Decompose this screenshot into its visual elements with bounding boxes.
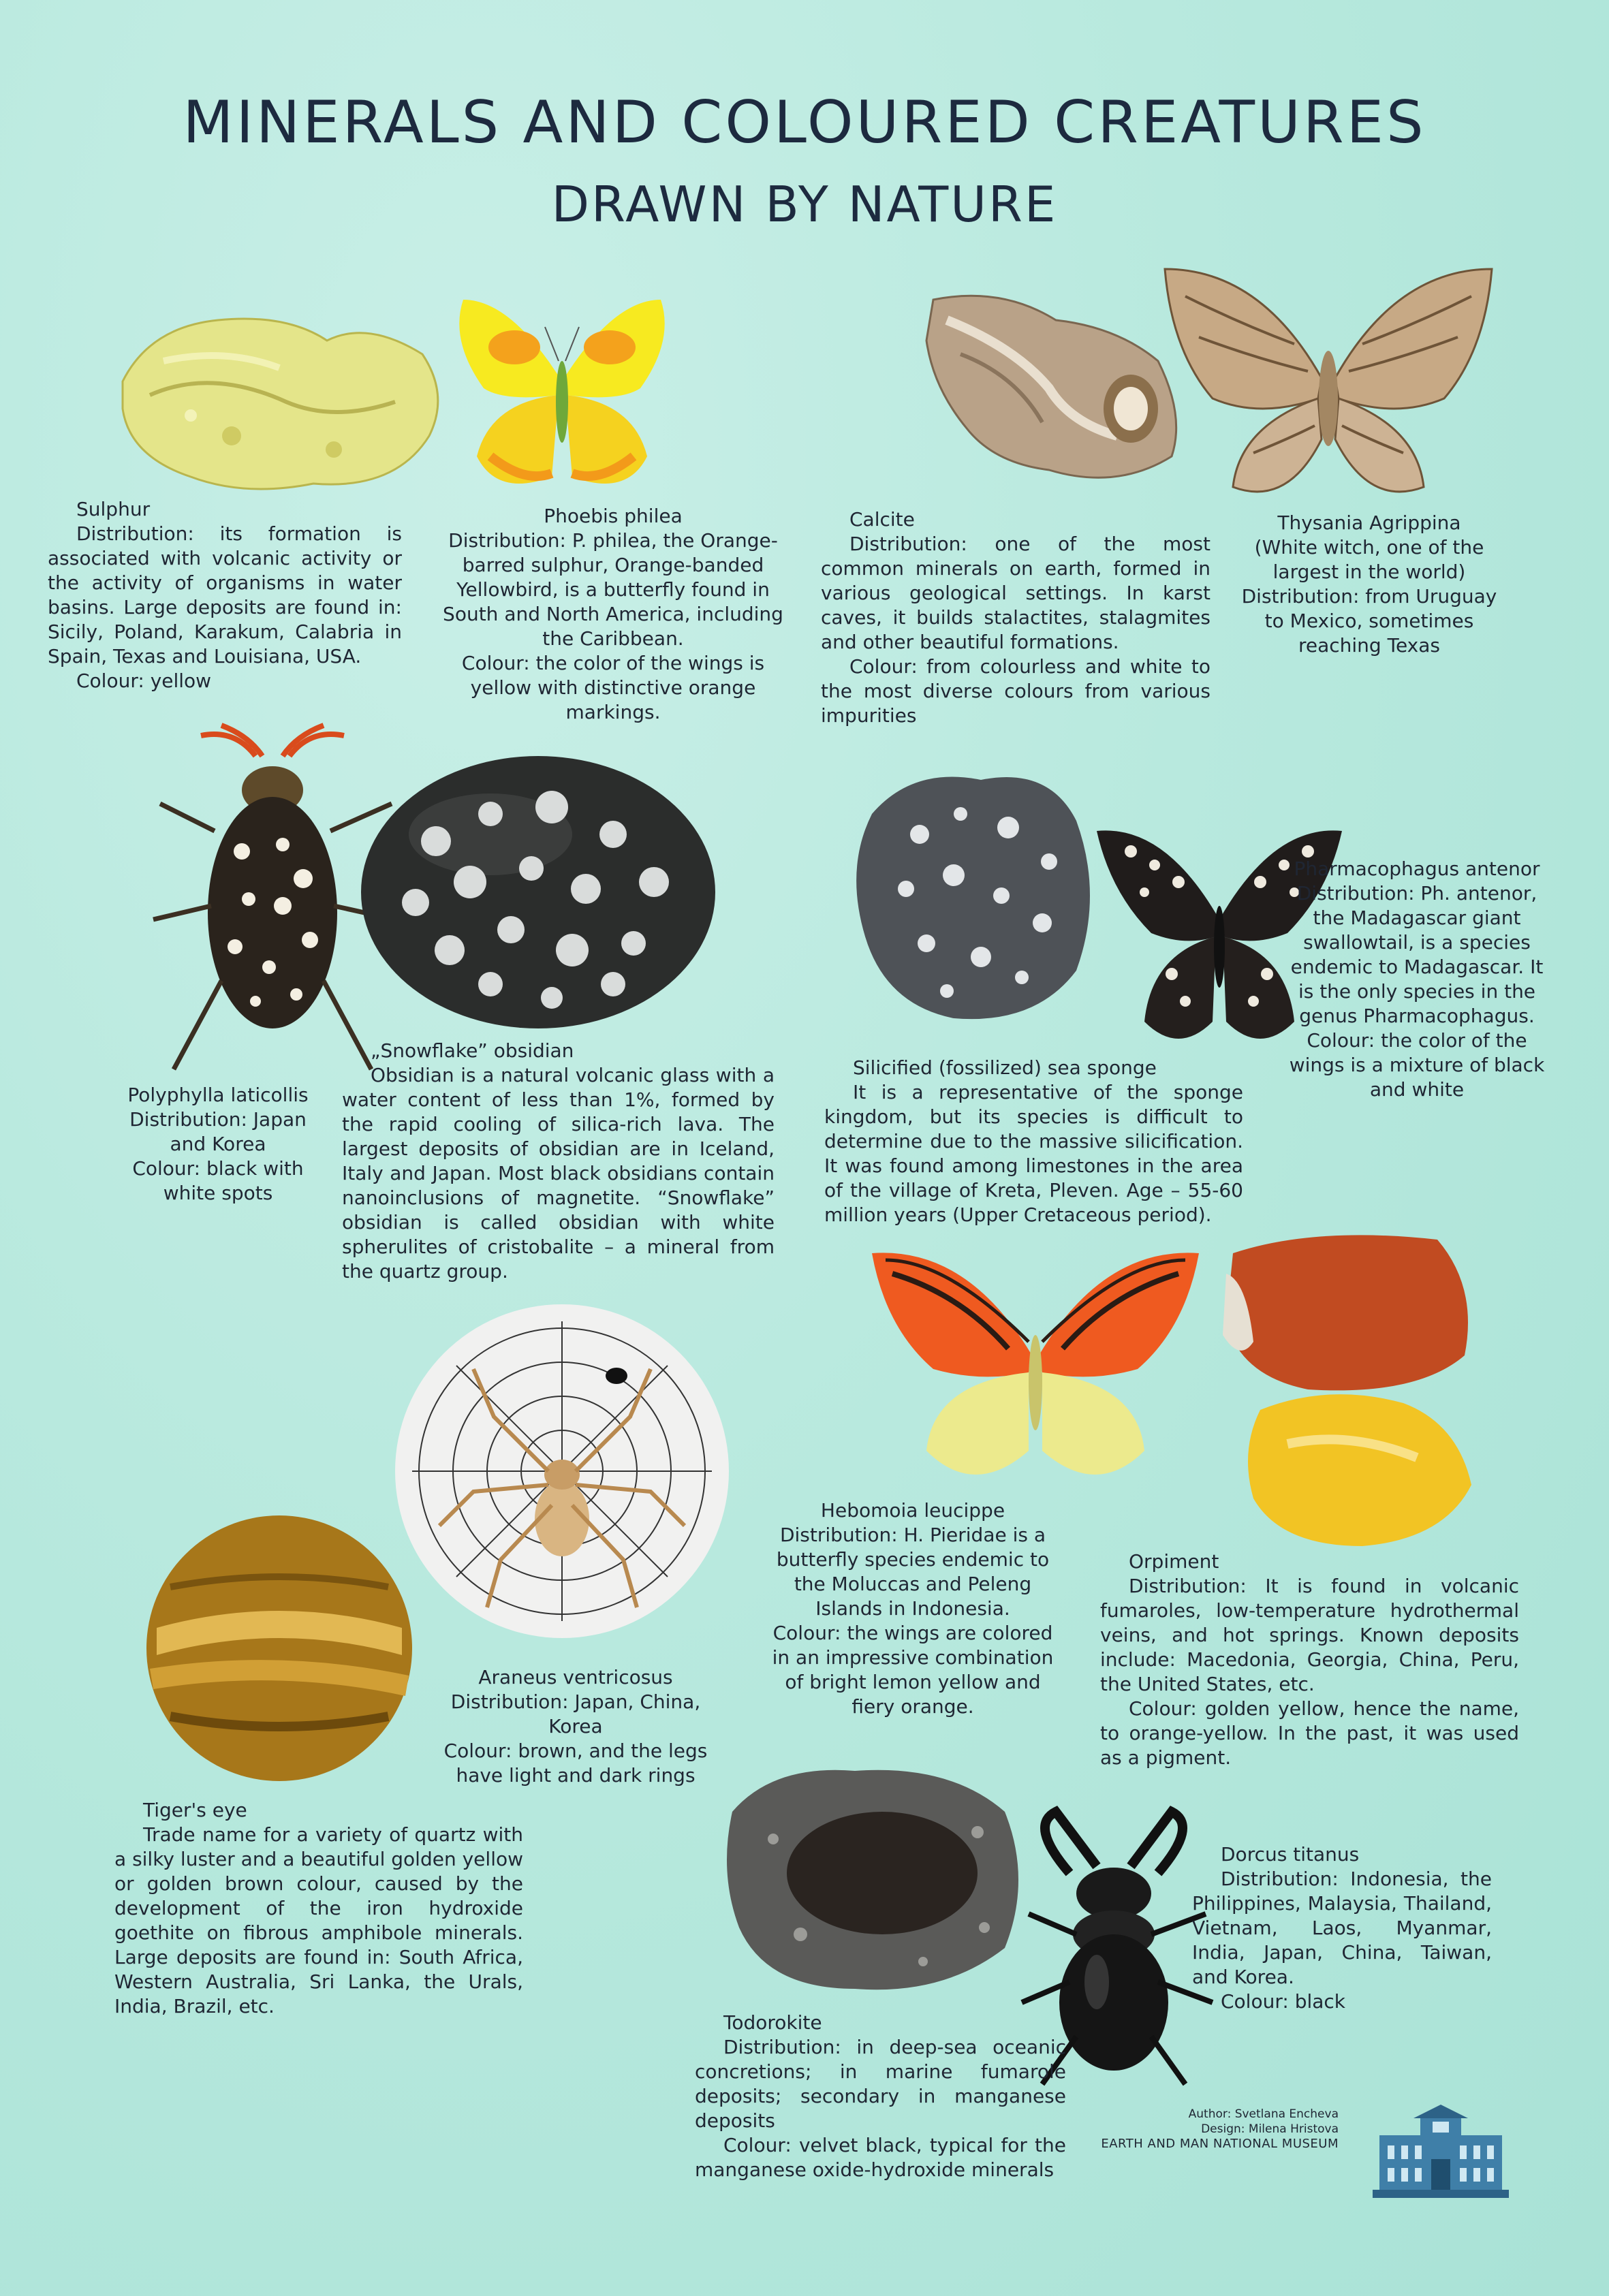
araneus-ventricosus-image <box>392 1301 732 1641</box>
specimen-note: (White witch, one of the largest in the world) <box>1254 536 1484 583</box>
polyphylla-caption <box>116 1083 320 1206</box>
specimen-name: Calcite <box>849 508 915 531</box>
dorcus-caption <box>1192 1842 1492 2014</box>
hebomoia-caption <box>770 1498 1056 1719</box>
page-title: MINERALS AND COLOURED CREATURES <box>183 89 1426 157</box>
orpiment-caption <box>1100 1550 1519 1770</box>
pharmacophagus-caption <box>1287 857 1546 1102</box>
orpiment-image <box>1213 1226 1485 1553</box>
snowflake-obsidian-image <box>354 746 722 1039</box>
page-subtitle: DRAWN BY NATURE <box>551 176 1058 233</box>
specimen-colour: Colour: the color of the wings is yellow with distinctive orange markings. <box>461 652 765 723</box>
author-credit: Author: Svetlana Encheva <box>1188 2107 1339 2121</box>
sulphur-image <box>109 300 450 504</box>
specimen-name: „Snowflake” obsidian <box>371 1039 574 1062</box>
specimen-name: Polyphylla laticollis <box>127 1084 309 1106</box>
specimen-name: Silicified (fossilized) sea sponge <box>853 1056 1157 1079</box>
specimen-name: Orpiment <box>1129 1550 1219 1573</box>
sulphur-caption <box>48 497 402 693</box>
specimen-description: Obsidian is a natural volcanic glass with a water content of less than 1%, formed by the rapid cooling of silica-rich lava. The largest deposits of obsidian are in Iceland, Italy and Japan. Most black obsidians contain nanoinclusions of magnetite. “Snowflake” obsidian is called obsidian with white spherulites of cristobalite – a mineral from the quartz group. <box>342 1064 775 1283</box>
specimen-name: Tiger's eye <box>143 1799 247 1821</box>
specimen-name: Sulphur <box>76 498 151 520</box>
tigers-eye-caption <box>114 1798 523 2019</box>
specimen-distribution: Distribution: H. Pieridae is a butterfly species endemic to the Moluccas and Peleng Islands in Indonesia. <box>776 1524 1050 1620</box>
specimen-distribution: Distribution: in deep-sea oceanic concretions; in marine fumarole deposits; secondary in manganese deposits <box>695 2036 1066 2132</box>
specimen-distribution: Distribution: Indonesia, the Philippines, Malaysia, Thailand, Vietnam, Laos, Myanmar, India, Japan, China, Taiwan, and Korea. <box>1192 1868 1492 1988</box>
specimen-colour: Colour: the color of the wings is a mixture of black and white <box>1289 1029 1545 1101</box>
specimen-name: Araneus ventricosus <box>478 1666 673 1688</box>
museum-name: EARTH AND MAN NATIONAL MUSEUM <box>1101 2137 1339 2151</box>
specimen-colour: Colour: the wings are colored in an impressive combination of bright lemon yellow and fiery orange. <box>772 1622 1054 1718</box>
specimen-colour: Colour: velvet black, typical for the manganese oxide-hydroxide minerals <box>695 2134 1066 2181</box>
credits <box>1073 2107 1339 2152</box>
design-credit: Design: Milena Hristova <box>1201 2122 1339 2136</box>
obsidian-caption <box>342 1039 775 1284</box>
thysania-agrippina-image <box>1158 262 1499 507</box>
specimen-distribution: Distribution: its formation is associated with volcanic activity or the activity of organisms in water basins. Large deposits are found in: Sicily, Poland, Karakum, Calabria in Spain, Texas and Louisiana, USA. <box>48 522 402 667</box>
specimen-colour: Colour: yellow <box>76 670 212 692</box>
specimen-name: Hebomoia leucippe <box>820 1499 1005 1522</box>
specimen-distribution: Distribution: It is found in volcanic fumaroles, low-temperature hydrothermal veins, and hot springs. Known deposits include: Macedonia, Georgia, China, Peru, the United States, etc. <box>1100 1575 1519 1695</box>
specimen-distribution: Distribution: one of the most common minerals on earth, formed in various geological settings. In karst caves, it builds stalactites, stalagmites and other beautiful formations. <box>821 533 1210 653</box>
araneus-caption <box>436 1665 715 1788</box>
specimen-colour: Colour: brown, and the legs have light and dark rings <box>443 1740 708 1787</box>
museum-logo-icon <box>1373 2101 1509 2203</box>
specimen-description: Trade name for a variety of quartz with a silky luster and a beautiful golden yellow or golden brown colour, caused by the development of the iron hydroxide goethite on fibrous amphibole minerals. Large deposits are found in: South Africa, Western Australia, Sri Lanka, the Urals, India, Brazil, etc. <box>114 1823 523 2017</box>
specimen-distribution: Distribution: from Uruguay to Mexico, sometimes reaching Texas <box>1241 585 1497 657</box>
todorokite-image <box>719 1757 1032 2002</box>
specimen-colour: Colour: golden yellow, hence the name, to orange-yellow. In the past, it was used as a pigment. <box>1100 1697 1519 1769</box>
specimen-colour: Colour: from colourless and white to the most diverse colours from various impurities <box>821 655 1210 727</box>
specimen-distribution: Distribution: P. philea, the Orange-barred sulphur, Orange-banded Yellowbird, is a butterfly found in South and North America, including the Caribbean. <box>443 529 783 650</box>
specimen-distribution: Distribution: Japan, China, Korea <box>450 1690 701 1737</box>
specimen-name: Todorokite <box>723 2011 822 2034</box>
specimen-distribution: Distribution: Ph. antenor, the Madagascar giant swallowtail, is a species endemic to Madagascar. It is the only species in the genus Pharmacophagus. <box>1290 882 1544 1027</box>
specimen-name: Dorcus titanus <box>1221 1843 1360 1866</box>
specimen-name: Phoebis philea <box>544 505 683 527</box>
calcite-image <box>913 279 1185 497</box>
todorokite-caption <box>695 2011 1066 2182</box>
tigers-eye-image <box>143 1512 416 1784</box>
calcite-caption <box>821 507 1210 728</box>
specimen-colour: Colour: black with white spots <box>132 1157 304 1204</box>
sea-sponge-image <box>845 759 1104 1032</box>
specimen-description: It is a representative of the sponge kingdom, but its species is difficult to determine due to the massive silicification. It was found among limestones in the area of the village of Kreta, Pleven. Age – 55-60 million years (Upper Cretaceous period). <box>824 1081 1243 1226</box>
thysania-caption <box>1240 511 1499 658</box>
hebomoia-leucippe-image <box>865 1246 1206 1492</box>
phoebis-philea-image <box>450 286 674 504</box>
specimen-name: Pharmacophagus antenor <box>1294 858 1540 880</box>
phoebis-caption <box>436 504 790 725</box>
specimen-name: Thysania Agrippina <box>1277 512 1461 534</box>
specimen-colour: Colour: black <box>1221 1990 1346 2013</box>
sponge-caption <box>824 1056 1243 1227</box>
specimen-distribution: Distribution: Japan and Korea <box>129 1108 307 1155</box>
